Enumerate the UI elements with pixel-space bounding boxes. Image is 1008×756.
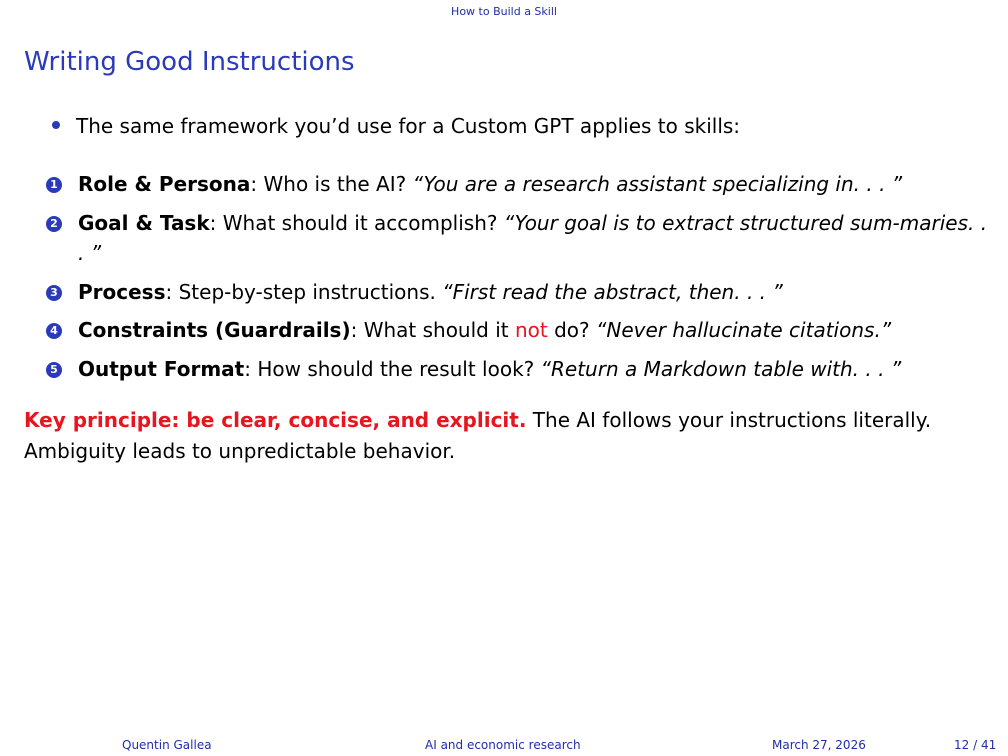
footer-date: March 27, 2026 (772, 738, 866, 752)
item-desc: : Step-by-step instructions. (165, 280, 443, 304)
footer-talk-title: AI and economic research (425, 738, 581, 752)
bullet-icon (52, 121, 60, 129)
list-item (46, 169, 991, 199)
item-desc: : How should the result look? (244, 357, 541, 381)
item-term: Goal & Task (78, 211, 210, 235)
number-badge: 3 (46, 285, 62, 301)
number-badge: 1 (46, 177, 62, 193)
list-item (46, 354, 991, 384)
list-item (46, 208, 991, 268)
item-desc: : Who is the AI? (250, 172, 413, 196)
footer-author: Quentin Gallea (122, 738, 212, 752)
item-desc: : What should it (350, 318, 515, 342)
item-term: Role & Persona (78, 172, 251, 196)
intro-bullet-text: The same framework you’d use for a Custom GPT applies to skills: (76, 114, 741, 138)
key-principle-text: The AI follows your instructions literally. Ambiguity leads to unpredictable behavior. (24, 408, 932, 463)
item-desc: : What should it accomplish? (209, 211, 504, 235)
item-example: “You are a research assistant specializing in. . . ” (412, 172, 903, 196)
number-badge: 4 (46, 323, 62, 339)
running-header: How to Build a Skill (451, 5, 557, 18)
item-example: “Return a Markdown table with. . . ” (540, 357, 902, 381)
list-item (46, 277, 991, 307)
key-principle (24, 405, 989, 467)
item-term: Output Format (78, 357, 245, 381)
slide-title: Writing Good Instructions (24, 47, 355, 77)
list-item (46, 315, 991, 345)
item-example: “Your goal is to extract structured sum-maries. . . ” (78, 211, 988, 265)
item-term: Process (78, 280, 166, 304)
key-principle-label: Key principle: be clear, concise, and explicit. (24, 408, 527, 432)
item-term: Constraints (Guardrails) (78, 318, 351, 342)
footer (0, 738, 1008, 756)
number-badge: 5 (46, 362, 62, 378)
intro-bullet (52, 112, 740, 140)
item-desc: do? (547, 318, 596, 342)
item-example: “Never hallucinate citations.” (596, 318, 892, 342)
number-badge: 2 (46, 216, 62, 232)
page-number: 12 / 41 (954, 738, 997, 752)
item-desc-emphasis: not (514, 318, 548, 342)
item-example: “First read the abstract, then. . . ” (442, 280, 783, 304)
